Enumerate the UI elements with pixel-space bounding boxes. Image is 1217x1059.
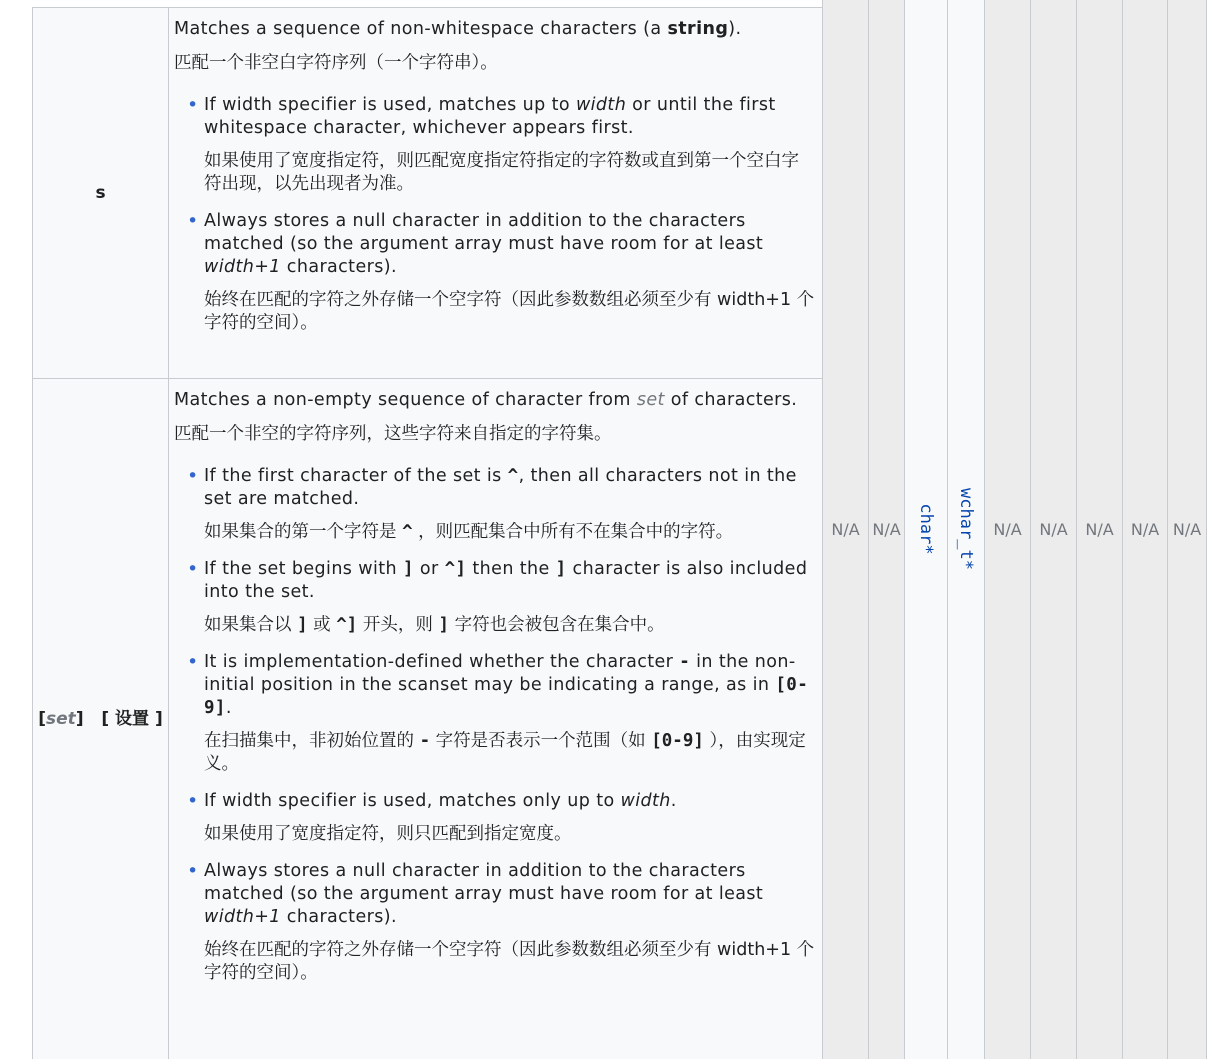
specifier-s-cell: [32, 7, 168, 378]
description-s-cell: [168, 7, 822, 378]
na-column-5: N/A: [1076, 0, 1122, 1059]
specifier-s: s: [95, 183, 106, 203]
specifier-set-zh: [ 设置 ]: [101, 708, 163, 729]
list-item: • If width specifier is used, matches only up to width. 如果使用了宽度指定符，则只匹配到指定宽度。: [204, 790, 816, 846]
type-column-wchar: [947, 0, 984, 1059]
description-s-zh: 匹配一个非空白字符序列（一个字符串）。: [174, 53, 498, 73]
description-set-cell: [168, 378, 822, 1059]
type-column-char: [904, 0, 947, 1059]
char-pointer-link[interactable]: char*: [916, 503, 936, 555]
description-set-bullets: [174, 465, 816, 985]
specifier-set: [set] [ 设置 ]: [38, 708, 163, 729]
list-item: • If width specifier is used, matches up to width or until the first whitespace character, whichever appears first. 如果使用了宽度指定符，则匹配宽度指定符指定的字符数或直到第一个空白字符出现，以先出现者为准。: [204, 94, 816, 196]
na-column-1: N/A: [822, 0, 868, 1059]
description-set-zh: 匹配一个非空的字符序列，这些字符来自指定的字符集。: [174, 424, 612, 444]
wchar-pointer-link[interactable]: wchar_t*: [956, 488, 976, 570]
list-item: • It is implementation-defined whether the character - in the non-initial position in the scanset may be indicating a range, as in [0-9]. 在扫描集中，非初始位置的 - 字符是否表示一个范围（如 [0-9] ），由实现定义。: [204, 651, 816, 776]
na-column-2: N/A: [868, 0, 904, 1059]
description-s-en: Matches a sequence of non-whitespace characters (a string).: [174, 19, 742, 39]
na-column-6: N/A: [1122, 0, 1167, 1059]
format-specifier-table: [32, 0, 1217, 1059]
list-item: • Always stores a null character in addition to the characters matched (so the argument array must have room for at least width+1 characters). 始终在匹配的字符之外存储一个空字符（因此参数数组必须至少有 width+1 个字符的空间）。: [204, 210, 816, 335]
description-set-en: Matches a non-empty sequence of character from set of characters.: [174, 390, 798, 410]
description-s-bullets: [174, 94, 816, 335]
list-item: • If the set begins with ] or ^] then the ] character is also included into the set. 如果集合以 ] 或 ^] 开头，则 ] 字符也会被包含在集合中。: [204, 558, 816, 637]
na-column-3: N/A: [984, 0, 1030, 1059]
specifier-set-cell: [32, 378, 168, 1059]
list-item: • If the first character of the set is ^, then all characters not in the set are matched. 如果集合的第一个字符是 ^ ，则匹配集合中所有不在集合中的字符。: [204, 465, 816, 544]
na-column-7: N/A: [1167, 0, 1207, 1059]
list-item: • Always stores a null character in addition to the characters matched (so the argument array must have room for at least width+1 characters). 始终在匹配的字符之外存储一个空字符（因此参数数组必须至少有 width+1 个字符的空间）。: [204, 860, 816, 985]
na-column-4: N/A: [1030, 0, 1076, 1059]
